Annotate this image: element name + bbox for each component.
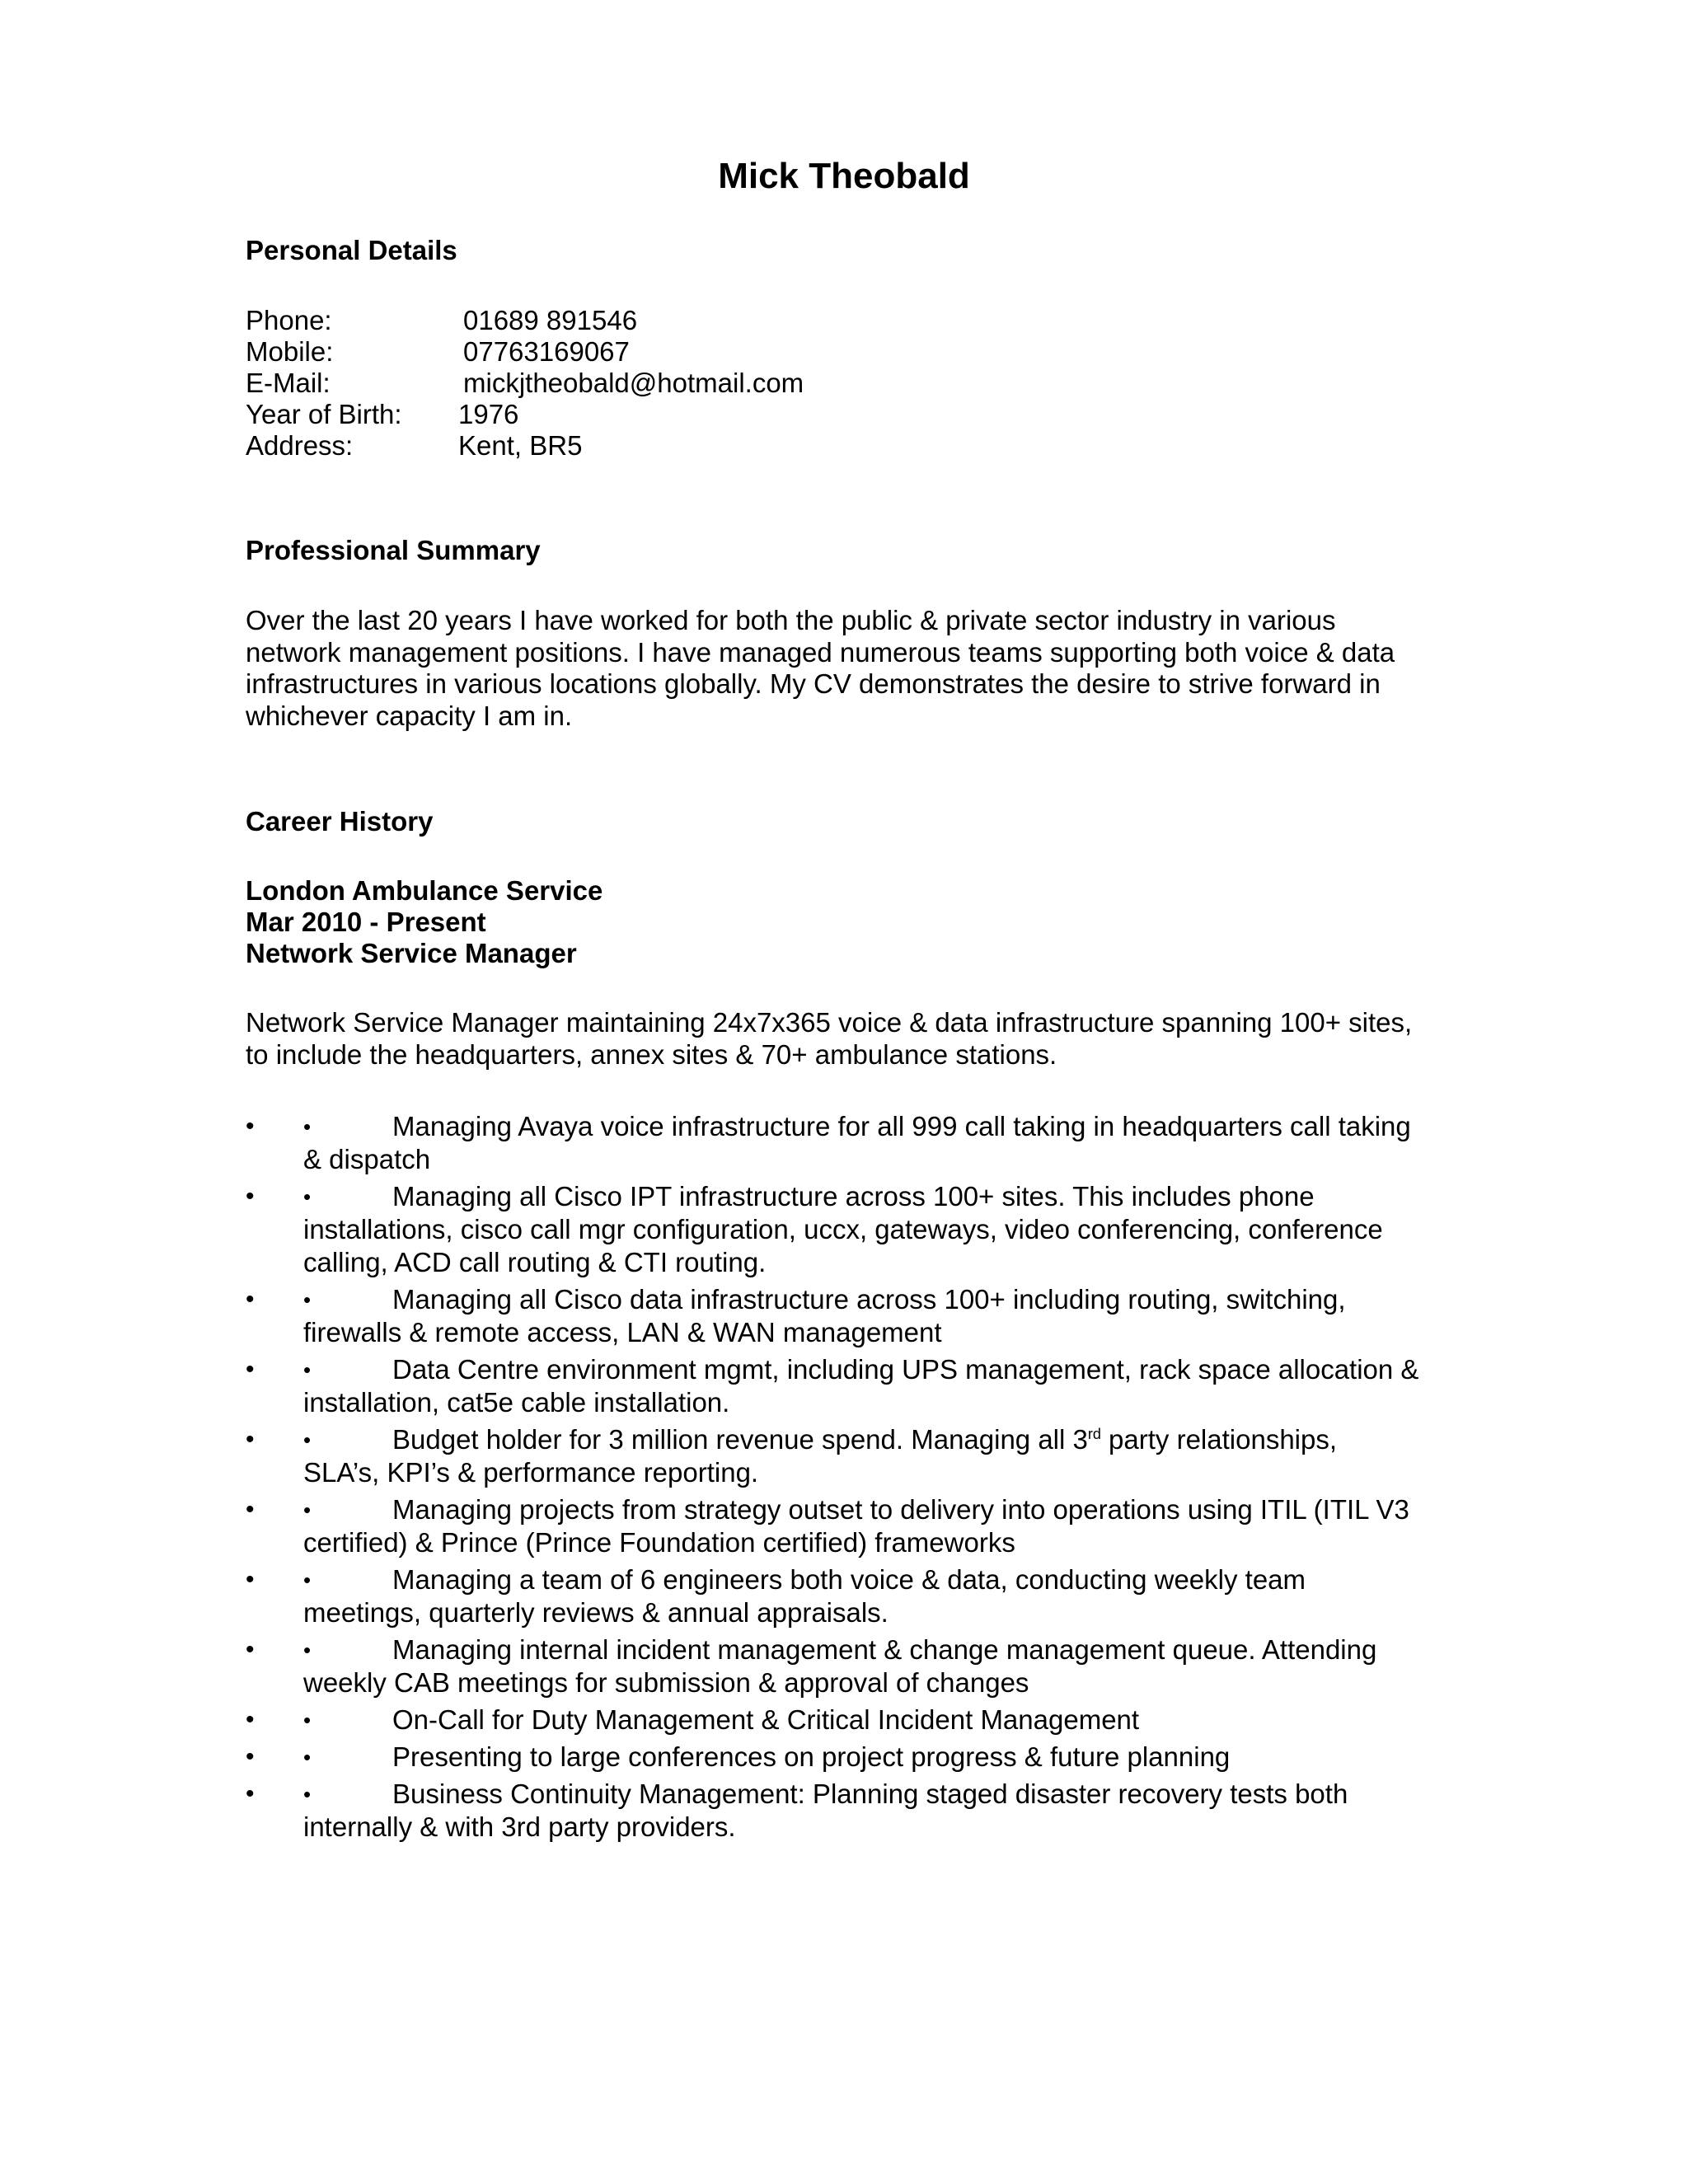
personal-details-heading: Personal Details [246,235,457,265]
bullet-text: Managing a team of 6 engineers both voice & data, conducting weekly team [392,1564,1306,1595]
detail-value: Kent, BR5 [458,430,583,461]
intro-line: to include the headquarters, annex sites & 70+ ambulance stations. [246,1038,1057,1070]
bullet-text: Budget holder for 3 million revenue spend. Managing all 3 [392,1424,1088,1455]
career-history-heading: Career History [246,806,434,837]
bullet-marker: • [303,1114,312,1139]
summary-line: whichever capacity I am in. [246,700,573,731]
bullet-marker: • [246,1636,255,1663]
bullet-marker: • [303,1427,312,1452]
bullet-marker: • [303,1357,312,1382]
bullet-text: Business Continuity Management: Planning staged disaster recovery tests both [392,1779,1348,1809]
list-item [246,1180,1449,1279]
list-item [246,1283,1449,1349]
detail-value: 01689 891546 [463,305,638,335]
employment-dates: Mar 2010 - Present [246,907,486,937]
bullet-marker: • [246,1743,255,1770]
detail-row-mobile [246,336,630,368]
bullet-text: party relationships, [1100,1424,1338,1455]
detail-label: Address: [246,430,354,461]
bullet-text: Presenting to large conferences on project progress & future planning [392,1741,1231,1772]
bullet-text: weekly CAB meetings for submission & approval of changes [303,1667,1029,1698]
bullet-text: internally & with 3rd party providers. [303,1811,736,1842]
bullet-marker: • [303,1287,312,1312]
bullet-text: SLA’s, KPI’s & performance reporting. [303,1457,759,1488]
bullet-marker: • [246,1356,255,1383]
summary-line: infrastructures in various locations globally. My CV demonstrates the desire to strive forward in [246,668,1381,699]
detail-value: mickjtheobald@hotmail.com [463,368,804,398]
detail-row-email [246,368,804,399]
bullet-marker: • [246,1113,255,1140]
detail-label: Phone: [246,305,332,335]
bullet-text: Managing internal incident management & change management queue. Attending [392,1634,1377,1665]
list-item [246,1353,1449,1419]
detail-value: 07763169067 [463,336,630,367]
professional-summary-heading: Professional Summary [246,535,541,565]
list-item [246,1423,1449,1489]
detail-row-year-of-birth [246,399,519,430]
bullet-marker: • [246,1496,255,1523]
bullet-marker: • [246,1780,255,1807]
detail-label: Year of Birth: [246,399,402,429]
list-item [246,1563,1449,1629]
bullet-marker: • [303,1708,312,1732]
list-item [246,1493,1449,1559]
list-item [246,1633,1449,1699]
detail-value: 1976 [458,399,519,429]
bullet-text: & dispatch [303,1144,431,1174]
bullet-text: Managing projects from strategy outset to delivery into operations using ITIL (ITIL V3 [392,1494,1409,1525]
bullet-marker: • [303,1638,312,1662]
job-title: Network Service Manager [246,938,577,968]
bullet-text: firewalls & remote access, LAN & WAN management [303,1317,942,1347]
list-item [246,1778,1449,1844]
bullet-marker: • [246,1566,255,1593]
cv-name-title: Mick Theobald [718,156,970,196]
bullet-marker: • [246,1286,255,1313]
bullet-text: certified) & Prince (Prince Foundation certified) frameworks [303,1527,1015,1558]
bullet-marker: • [303,1782,312,1807]
bullet-text: meetings, quarterly reviews & annual appraisals. [303,1597,889,1628]
bullet-marker: • [303,1497,312,1522]
intro-line: Network Service Manager maintaining 24x7x365 voice & data infrastructure spanning 100+ sites, [246,1007,1413,1038]
role-intro-text [246,1007,1432,1071]
bullet-text: On-Call for Duty Management & Critical Incident Management [392,1704,1140,1735]
detail-row-address [246,430,583,462]
list-item [246,1110,1449,1176]
ordinal-superscript: rd [1087,1426,1101,1442]
bullet-text: Data Centre environment mgmt, including UPS management, rack space allocation & [392,1354,1419,1385]
summary-line: network management positions. I have managed numerous teams supporting both voice & data [246,636,1395,668]
bullet-marker: • [246,1183,255,1210]
bullet-text: Managing all Cisco IPT infrastructure across 100+ sites. This includes phone [392,1181,1315,1212]
employer-name: London Ambulance Service [246,875,603,906]
bullet-text: Managing Avaya voice infrastructure for all 999 call taking in headquarters call taking [392,1111,1411,1141]
bullet-marker: • [246,1706,255,1733]
bullet-text: Managing all Cisco data infrastructure across 100+ including routing, switching, [392,1284,1346,1315]
bullet-text: installation, cat5e cable installation. [303,1387,730,1418]
detail-label: Mobile: [246,336,334,367]
bullet-text: installations, cisco call mgr configuration, uccx, gateways, video conferencing, conference [303,1214,1383,1244]
bullet-text: calling, ACD call routing & CTI routing. [303,1247,767,1277]
detail-label: E-Mail: [246,368,331,398]
list-item [246,1704,1449,1736]
detail-row-phone [246,305,638,336]
bullet-marker: • [303,1568,312,1592]
list-item [246,1741,1449,1774]
bullet-marker: • [246,1426,255,1453]
responsibilities-list [246,1110,1449,1848]
summary-line: Over the last 20 years I have worked for both the public & private sector industry in various [246,605,1336,635]
bullet-marker: • [303,1184,312,1209]
professional-summary-text [246,605,1432,732]
bullet-marker: • [303,1745,312,1769]
